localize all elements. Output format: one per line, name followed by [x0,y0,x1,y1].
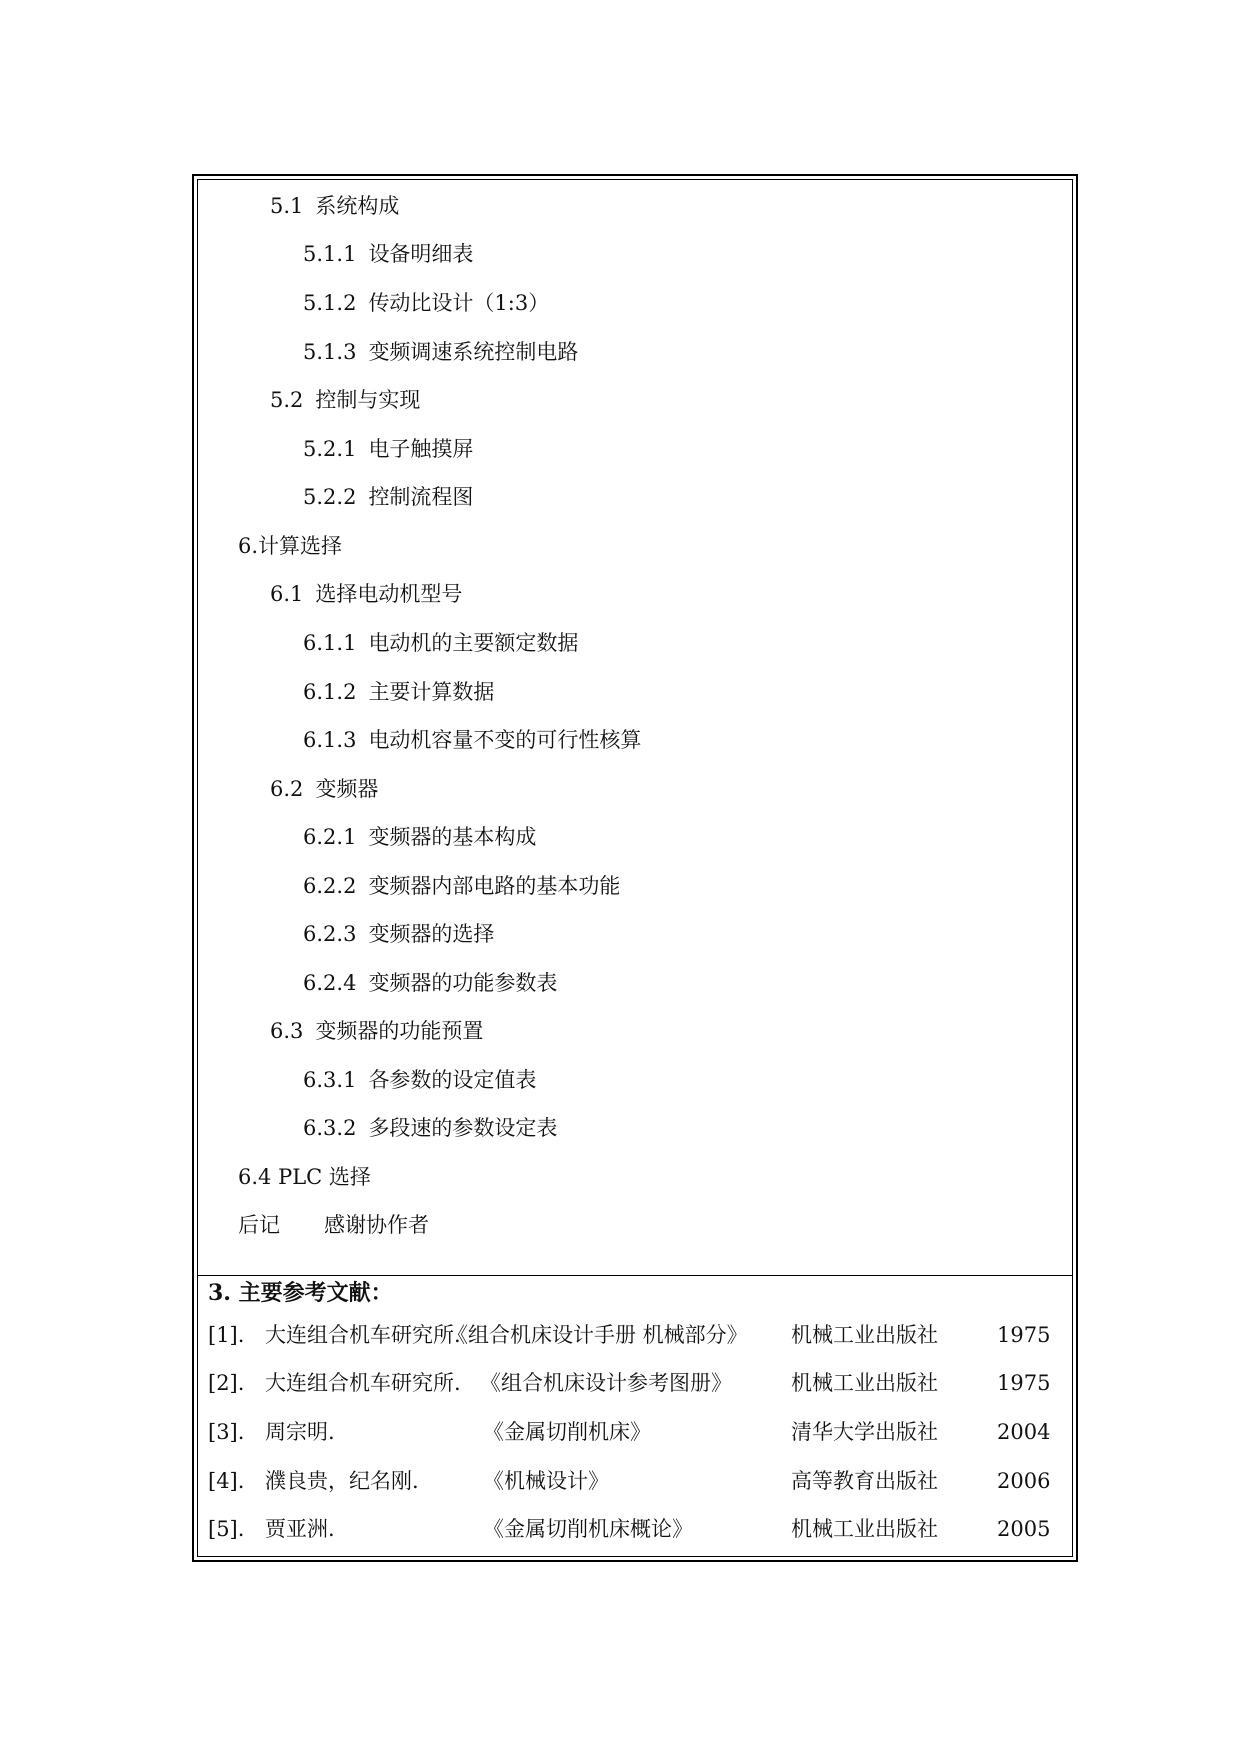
reference-author: 大连组合机车研究所. [265,1323,461,1347]
toc-number: 6.2.3 [303,922,357,946]
reference-row [0,1417,1241,1447]
toc-number: 5.2 [270,388,304,412]
toc-chapter [238,533,342,559]
reference-year: 2004 [997,1420,1051,1444]
references-heading: 3. 主要参考文献： [208,1280,393,1306]
toc-item [303,436,473,462]
toc-title: 选择电动机型号 [315,582,463,606]
reference-author: 大连组合机车研究所. [265,1371,461,1395]
table-frame-inner [197,179,1073,1557]
reference-year: 2005 [997,1517,1051,1541]
toc-number: 6.1.1 [303,631,357,655]
toc-title: 多段速的参数设定表 [368,1116,558,1140]
reference-publisher: 机械工业出版社 [791,1371,938,1395]
toc-item [303,1115,557,1141]
toc-title: 变频器的选择 [368,922,495,946]
toc-title: 变频器的功能参数表 [368,971,558,995]
toc-number: 6.2.4 [303,971,357,995]
toc-number: 5.1.1 [303,242,357,266]
reference-index: [2]. [208,1371,245,1395]
toc-item [303,241,473,267]
toc-title: 电动机容量不变的可行性核算 [368,728,642,752]
toc-item [270,776,378,802]
reference-publisher: 清华大学出版社 [791,1420,938,1444]
toc-title: 传动比设计（1:3） [368,291,550,315]
toc-number: 6.1.3 [303,728,357,752]
toc-number: 6.3.1 [303,1068,357,1092]
reference-index: [1]. [208,1323,245,1347]
reference-title: 《金属切削机床》 [483,1420,651,1444]
toc-title: 电子触摸屏 [368,437,474,461]
toc-number: 6.1 [270,582,304,606]
toc-item [303,873,620,899]
reference-index: [5]. [208,1517,245,1541]
reference-publisher: 机械工业出版社 [791,1517,938,1541]
reference-row [0,1514,1241,1544]
reference-author: 周宗明. [265,1420,335,1444]
toc-number: 5.1 [270,194,304,218]
reference-year: 1975 [997,1371,1051,1395]
toc-number: 5.1.3 [303,340,357,364]
reference-title: 《组合机床设计手册 机械部分》 [447,1323,748,1347]
toc-item [303,1067,536,1093]
toc-title: 变频器的功能预置 [315,1019,484,1043]
afterword-label: 后记 [238,1213,280,1237]
toc-number: 6.3 [270,1019,304,1043]
toc-title: 6.计算选择 [238,534,343,558]
toc-title: 变频调速系统控制电路 [368,340,579,364]
toc-item [270,1018,483,1044]
reference-index: [3]. [208,1420,245,1444]
toc-number: 5.1.2 [303,291,357,315]
toc-title: 主要计算数据 [368,680,495,704]
reference-author: 贾亚洲. [265,1517,335,1541]
toc-number: 6.2.2 [303,874,357,898]
section-divider [197,1275,1073,1276]
toc-item [303,679,494,705]
toc-item [303,727,641,753]
reference-title: 《机械设计》 [483,1469,609,1493]
toc-title: 各参数的设定值表 [368,1068,537,1092]
toc-title: 变频器内部电路的基本功能 [368,874,621,898]
toc-item [270,193,399,219]
toc-title: 控制与实现 [315,388,421,412]
toc-title: 设备明细表 [368,242,474,266]
toc-title: 电动机的主要额定数据 [368,631,579,655]
reference-year: 2006 [997,1469,1051,1493]
toc-afterword [238,1212,429,1238]
toc-item [270,387,420,413]
reference-title: 《组合机床设计参考图册》 [480,1371,732,1395]
toc-item [303,290,549,316]
reference-row [0,1368,1241,1398]
toc-number: 6.1.2 [303,680,357,704]
toc-item [303,339,578,365]
toc-title: 系统构成 [315,194,400,218]
reference-title: 《金属切削机床概论》 [483,1517,693,1541]
toc-number: 6.2.1 [303,825,357,849]
toc-number: 6.2 [270,777,304,801]
toc-title: 变频器 [315,777,379,801]
toc-number: 5.2.2 [303,485,357,509]
toc-number: 5.2.1 [303,437,357,461]
toc-item [303,970,557,996]
toc-item [303,630,578,656]
toc-item [270,581,462,607]
toc-item [303,921,494,947]
toc-title: 控制流程图 [368,485,474,509]
toc-chapter [238,1164,371,1190]
toc-number: 6.3.2 [303,1116,357,1140]
reference-index: [4]. [208,1469,245,1493]
reference-publisher: 高等教育出版社 [791,1469,938,1493]
reference-publisher: 机械工业出版社 [791,1323,938,1347]
toc-title: 变频器的基本构成 [368,825,537,849]
toc-title: 6.4 PLC 选择 [238,1165,371,1189]
toc-item [303,484,473,510]
reference-row [0,1466,1241,1496]
toc-item [303,824,536,850]
reference-author: 濮良贵，纪名刚. [265,1469,419,1493]
reference-year: 1975 [997,1323,1051,1347]
reference-row [0,1320,1241,1350]
afterword-text: 感谢协作者 [324,1213,429,1237]
